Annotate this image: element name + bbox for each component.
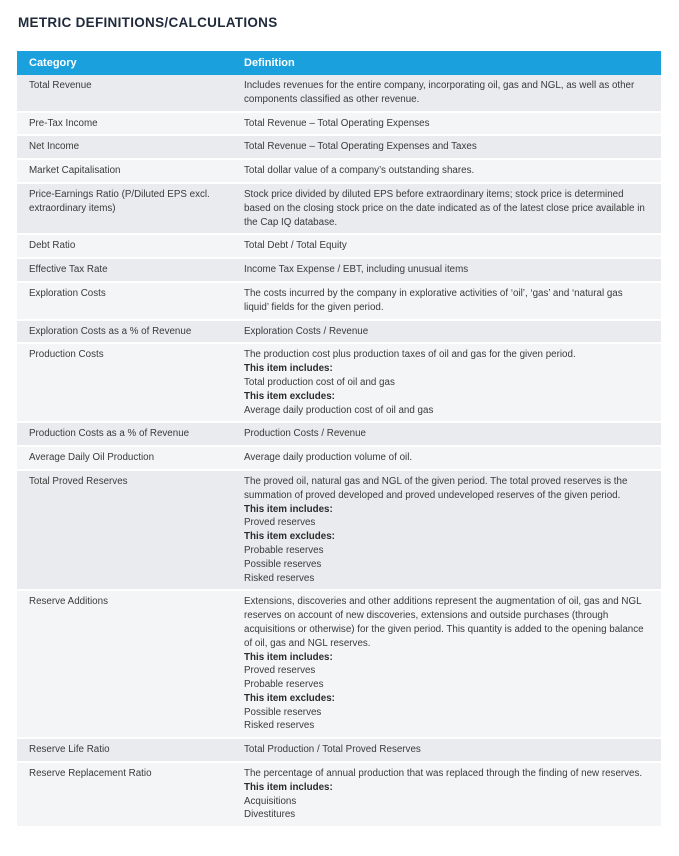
table-row bbox=[17, 234, 661, 258]
category-cell: Total Proved Reserves bbox=[17, 470, 232, 590]
table-row bbox=[17, 112, 661, 136]
definition-text: Production Costs / Revenue bbox=[244, 428, 366, 440]
metric-definitions-table bbox=[17, 51, 661, 828]
table-row bbox=[17, 135, 661, 159]
category-cell: Pre-Tax Income bbox=[17, 112, 232, 136]
definition-cell bbox=[232, 183, 661, 234]
definition-text: Possible reserves bbox=[244, 558, 322, 570]
definition-text: Divestitures bbox=[244, 809, 296, 821]
definition-text: Average daily production cost of oil and gas bbox=[244, 404, 434, 416]
definition-subheading: This item excludes: bbox=[244, 692, 335, 704]
definition-text: Stock price divided by diluted EPS before extraordinary items; stock price is determined based on the closing stock price on the date indicated as of the latest close price available in the Cap IQ database. bbox=[244, 188, 645, 228]
definition-text: Average daily production volume of oil. bbox=[244, 452, 413, 464]
definition-text: The production cost plus production taxes of oil and gas for the given period. bbox=[244, 349, 576, 361]
definition-text: Includes revenues for the entire company, incorporating oil, gas and NGL, as well as other components classified as other revenue. bbox=[244, 80, 635, 105]
definition-text: Income Tax Expense / EBT, including unusual items bbox=[244, 264, 469, 276]
definition-text: Acquisitions bbox=[244, 795, 297, 807]
category-cell: Production Costs as a % of Revenue bbox=[17, 422, 232, 446]
category-cell: Production Costs bbox=[17, 343, 232, 422]
table-row bbox=[17, 159, 661, 183]
definition-subheading: This item includes: bbox=[244, 651, 333, 663]
table-row bbox=[17, 422, 661, 446]
definition-text: Total Revenue – Total Operating Expenses and Taxes bbox=[244, 141, 477, 153]
category-cell: Effective Tax Rate bbox=[17, 258, 232, 282]
definition-text: Total Debt / Total Equity bbox=[244, 240, 347, 252]
category-cell: Reserve Additions bbox=[17, 590, 232, 738]
definition-cell bbox=[232, 112, 661, 136]
definition-text: Total dollar value of a company’s outstanding shares. bbox=[244, 165, 475, 177]
table-row bbox=[17, 75, 661, 112]
definition-text: The costs incurred by the company in explorative activities of ‘oil’, ‘gas’ and ‘natural gas liquid’ fields for the given period. bbox=[244, 287, 623, 313]
definition-subheading: This item excludes: bbox=[244, 390, 335, 402]
definition-text: Probable reserves bbox=[244, 544, 324, 556]
page-title: METRIC DEFINITIONS/CALCULATIONS bbox=[18, 15, 278, 30]
table-row bbox=[17, 343, 661, 422]
table-row bbox=[17, 762, 661, 827]
definition-cell bbox=[232, 738, 661, 762]
definition-cell bbox=[232, 422, 661, 446]
definition-subheading: This item includes: bbox=[244, 781, 333, 793]
category-cell: Net Income bbox=[17, 135, 232, 159]
definition-cell bbox=[232, 343, 661, 422]
definition-text: Probable reserves bbox=[244, 679, 324, 691]
definition-cell bbox=[232, 159, 661, 183]
definition-text: The proved oil, natural gas and NGL of the given period. The total proved reserves is the summation of proved developed and proved undeveloped reserves of the given period. bbox=[244, 475, 628, 501]
definition-cell bbox=[232, 446, 661, 470]
definition-cell bbox=[232, 762, 661, 827]
column-header-definition: Definition bbox=[232, 51, 661, 75]
table-row bbox=[17, 470, 661, 590]
definition-text: Total Revenue – Total Operating Expenses bbox=[244, 117, 430, 129]
table-header bbox=[17, 51, 661, 75]
category-cell: Market Capitalisation bbox=[17, 159, 232, 183]
definition-text: Extensions, discoveries and other additions represent the augmentation of oil, gas and NGL reserves on account of new discoveries, extensions and outside purchases (through acquisitions or otherwise) for the given period. This quantity is added to the opening balance of oil, gas and NGL reserves. bbox=[244, 596, 644, 649]
definition-text: Proved reserves bbox=[244, 517, 316, 529]
category-cell: Reserve Life Ratio bbox=[17, 738, 232, 762]
table-row bbox=[17, 183, 661, 234]
category-cell: Total Revenue bbox=[17, 75, 232, 112]
category-cell: Debt Ratio bbox=[17, 234, 232, 258]
column-header-category: Category bbox=[17, 51, 232, 75]
definition-text: The percentage of annual production that was replaced through the finding of new reserves. bbox=[244, 768, 643, 780]
category-cell: Reserve Replacement Ratio bbox=[17, 762, 232, 827]
definition-cell bbox=[232, 320, 661, 344]
table-row bbox=[17, 446, 661, 470]
definition-cell bbox=[232, 234, 661, 258]
definition-subheading: This item excludes: bbox=[244, 531, 335, 543]
definition-cell bbox=[232, 470, 661, 590]
definition-text: Total Production / Total Proved Reserves bbox=[244, 744, 421, 756]
definition-cell bbox=[232, 75, 661, 112]
definition-cell bbox=[232, 258, 661, 282]
table-body bbox=[17, 75, 661, 827]
definition-text: Risked reserves bbox=[244, 572, 315, 584]
table-row bbox=[17, 258, 661, 282]
category-cell: Average Daily Oil Production bbox=[17, 446, 232, 470]
definition-text: Exploration Costs / Revenue bbox=[244, 325, 369, 337]
definition-text: Proved reserves bbox=[244, 665, 316, 677]
table-row bbox=[17, 738, 661, 762]
definition-text: Total production cost of oil and gas bbox=[244, 376, 395, 388]
definition-cell bbox=[232, 135, 661, 159]
header-row bbox=[17, 51, 661, 75]
definition-text: Possible reserves bbox=[244, 706, 322, 718]
table-row bbox=[17, 590, 661, 738]
category-cell: Price-Earnings Ratio (P/Diluted EPS excl. extraordinary items) bbox=[17, 183, 232, 234]
definition-text: Risked reserves bbox=[244, 720, 315, 732]
definition-cell bbox=[232, 282, 661, 320]
category-cell: Exploration Costs bbox=[17, 282, 232, 320]
definition-subheading: This item includes: bbox=[244, 503, 333, 515]
table-row bbox=[17, 282, 661, 320]
definition-cell bbox=[232, 590, 661, 738]
category-cell: Exploration Costs as a % of Revenue bbox=[17, 320, 232, 344]
definition-subheading: This item includes: bbox=[244, 363, 333, 375]
table-row bbox=[17, 320, 661, 344]
